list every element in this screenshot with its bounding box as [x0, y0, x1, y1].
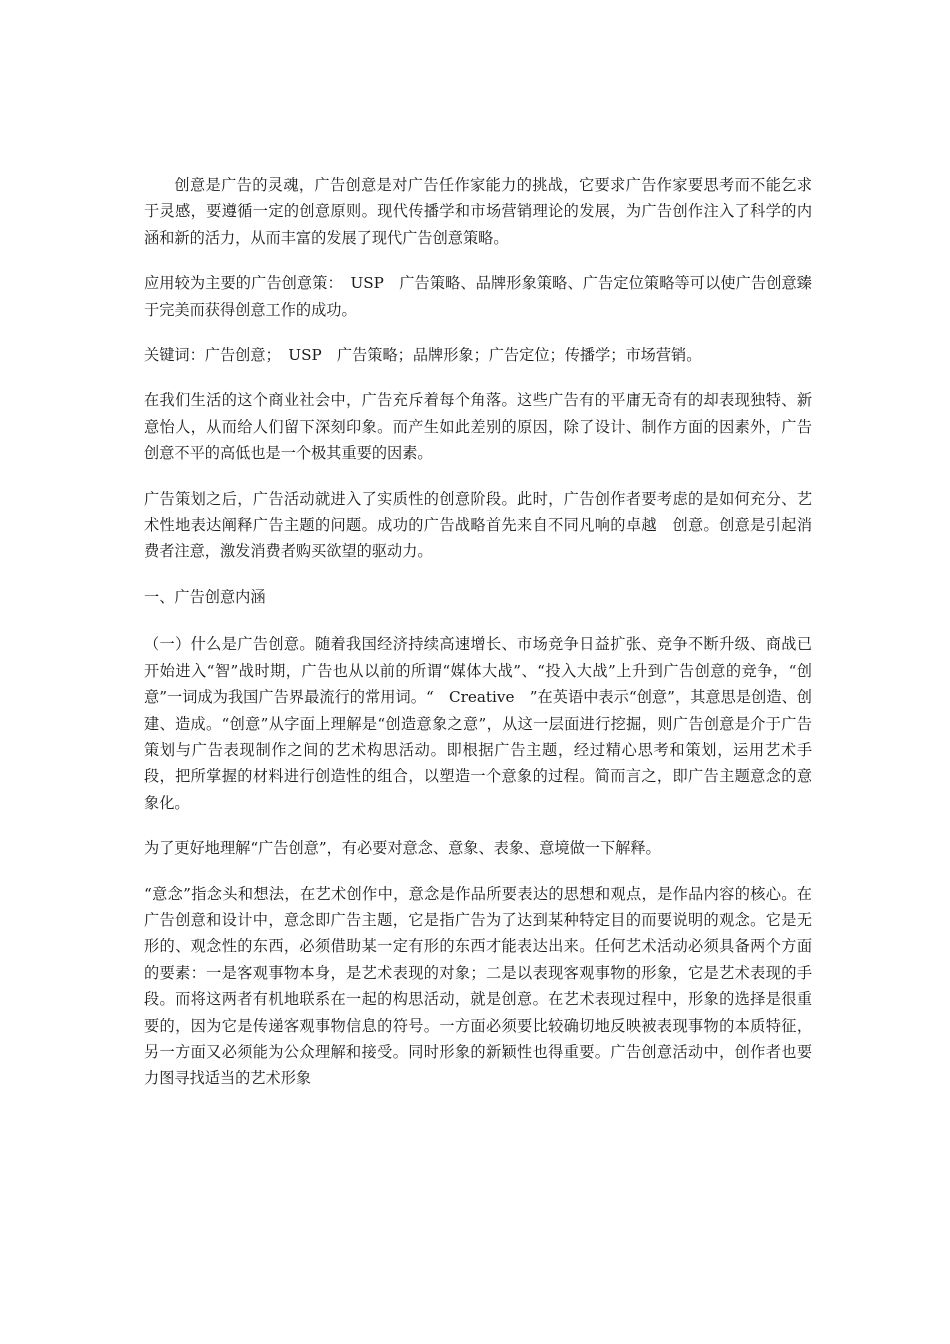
intro-paragraph: 创意是广告的灵魂，广告创意是对广告任作家能力的挑战，它要求广告作家要思考而不能乞求于灵感，要遵循一定的创意原则。现代传播学和市场营销理论的发展，为广告创作注入了科学的内涵和新的活力，从而丰富的发展了现代广告创意策略。 — [144, 176, 812, 247]
concept-paragraph: “意念”指念头和想法，在艺术创作中，意念是作品所要表达的思想和观点，是作品内容的核心。在广告创意和设计中，意念即广告主题，它是指广告为了达到某种特定目的而要说明的观念。它是无形的、观念性的东西，必须借助某一定有形的东西才能表达出来。任何艺术活动必须具备两个方面的要素：一是客观事物本身，是艺术表现的对象；二是以表现客观事物的形象，它是艺术表现的手段。而将这两者有机地联系在一起的构思活动，就是创意。在艺术表现过程中，形象的选择是很重要的，因为它是传递客观事物信息的符号。一方面必须要比较确切地反映被表现事物的本质特征，另一方面又必须能为公众理解和接受。同时形象的新颖性也得重要。广告创意活动中，创作者也要力图寻找适当的艺术形象 — [144, 884, 812, 1088]
definition-paragraph: （一）什么是广告创意。随着我国经济持续高速增长、市场竞争日益扩张、竞争不断升级、商战已开始进入“智”战时期，广告也从以前的所谓“媒体大战”、“投入大战”上升到广告创意的竞争，“创意”一词成为我国广告界最流行的常用词。“ Creative ”在英语中表示“创意”，其意思是创造、创建、造成。“创意”从字面上理解是“创造意象之意”，从这一层面进行挖掘，则广告创意是介于广告策划与广告表现制作之间的艺术构思活动。即根据广告主题，经过精心思考和策划，运用艺术手段，把所掌握的材料进行创造性的组合，以塑造一个意象的过程。简而言之，即广告主题意念的意象化。 — [144, 635, 812, 812]
planning-paragraph: 广告策划之后，广告活动就进入了实质性的创意阶段。此时，广告创作者要考虑的是如何充分、艺术性地表达阐释广告主题的问题。成功的广告战略首先来自不同凡响的卓越 创意。创意是引起消费者注意，激发消费者购买欲望的驱动力。 — [144, 489, 812, 561]
document-body — [144, 172, 812, 1111]
strategy-paragraph: 应用较为主要的广告创意策： USP 广告策略、品牌形象策略、广告定位策略等可以使广告创意臻于完美而获得创意工作的成功。 — [144, 274, 812, 319]
explanation-intro-paragraph: 为了更好地理解“广告创意”，有必要对意念、意象、表象、意境做一下解释。 — [144, 839, 661, 858]
section-heading: 一、广告创意内涵 — [144, 587, 266, 606]
context-paragraph: 在我们生活的这个商业社会中，广告充斥着每个角落。这些广告有的平庸无奇有的却表现独特、新意怡人，从而给人们留下深刻印象。而产生如此差别的原因，除了设计、制作方面的因素外，广告创意不平的高低也是一个极其重要的因素。 — [144, 391, 812, 463]
keywords-paragraph: 关键词：广告创意； USP 广告策略；品牌形象；广告定位；传播学；市场营销。 — [144, 346, 702, 365]
